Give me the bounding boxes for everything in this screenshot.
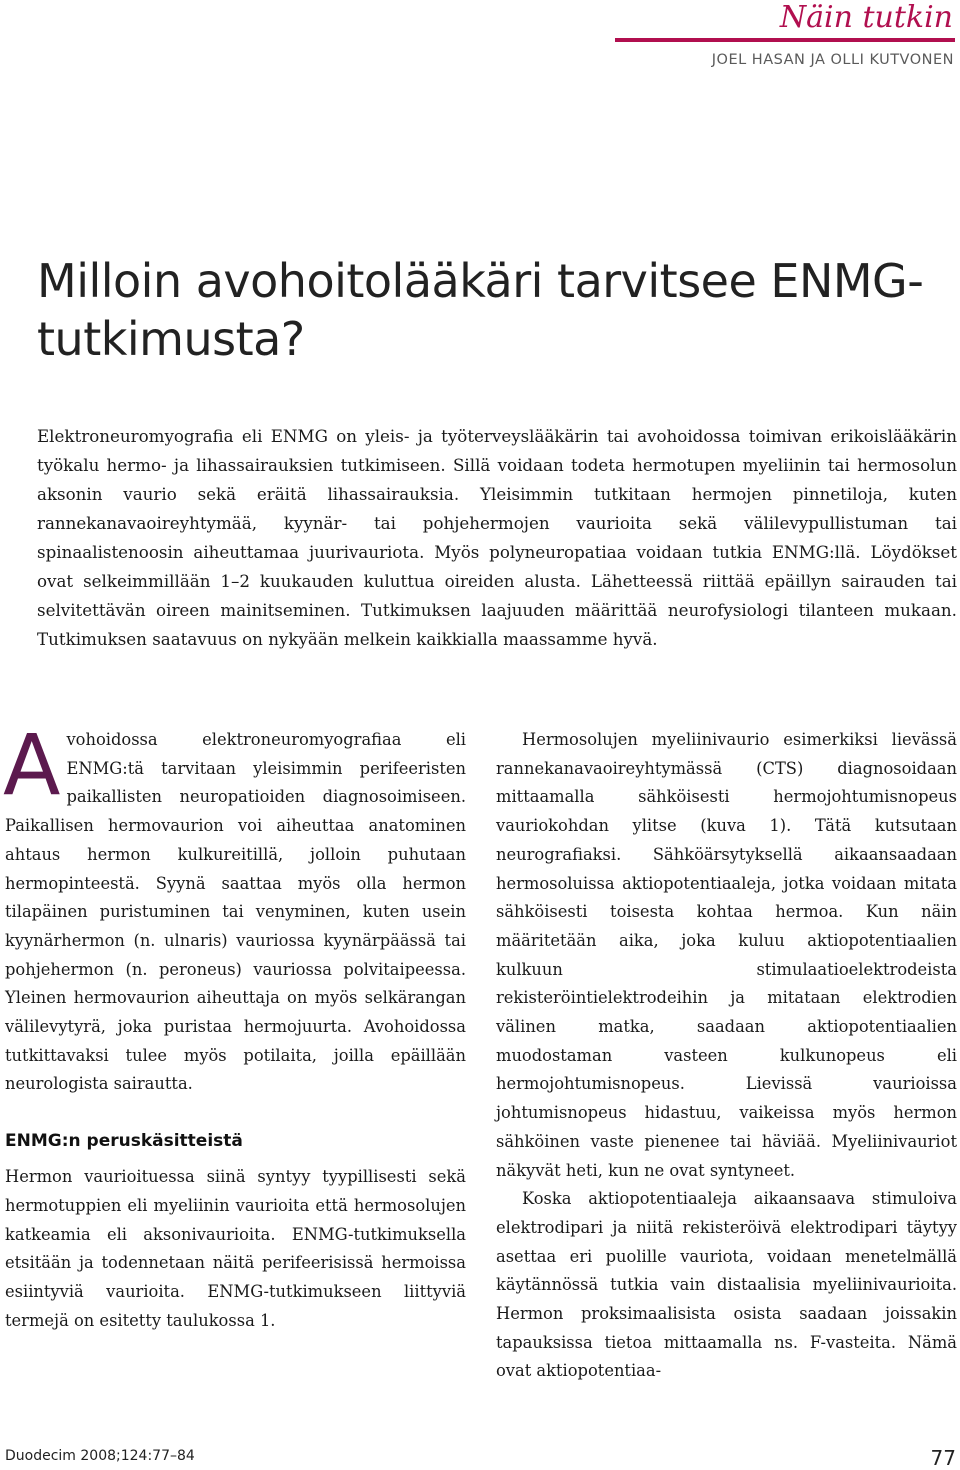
page-number: 77 xyxy=(930,1446,956,1470)
section-subheading: ENMG:n peruskäsitteistä xyxy=(5,1131,243,1152)
lead-paragraph: Elektroneuromyografia eli ENMG on yleis- ja työterveyslääkärin tai avohoidossa toimivan erikoislääkärin työkalu hermo- ja lihassairauksien tutkimiseen. Sillä voidaan todeta hermotupen myeliinin tai hermosolun aksonin vaurio sekä eräitä lihassairauksia. Yleisimmin tutkitaan hermojen pinnetiloja, kuten rannekanavaoireyhtymää, kyynär- tai pohjehermojen vaurioita sekä välilevypullistuman tai spinaalistenoosin aiheuttamaa juurivauriota. Myös polyneuropatiaa voidaan tutkia ENMG:llä. Löydökset ovat selkeimmillään 1–2 kuukauden kuluttua oireiden alusta. Lähetteessä riittää epäillyn sairauden tai selvitettävän oireen mainitseminen. Tutkimuksen laajuuden määrittää neurofysiologi tilanteen mukaan. Tutkimuksen saatavuus on nykyään melkein kaikkialla maassamme hyvä. xyxy=(37,426,957,649)
header-accent-rule xyxy=(615,38,955,42)
intro-paragraph-text: vohoidossa elektroneuromyografiaa eli ENMG:tä tarvitaan yleisimmin perifeeristen paikallisten neuropatioiden diagnosoimiseen. Paikallisen hermovaurion voi aiheuttaa anatominen ahtaus hermon kulkureitillä, jolloin puhutaan hermopinteestä. Syynä saattaa myös olla hermon tilapäinen puristuminen tai venyminen, kuten usein kyynärhermon (n. ulnaris) vauriossa kyynärpäässä tai pohjehermon (n. peroneus) vauriossa polvitaipeessa. Yleinen hermovaurion aiheuttaja on myös selkärangan välilevytyrä, joka puristaa hermojuurta. Avohoidossa tutkittavaksi tulee myös potilaita, joilla epäillään neurologista sairautta. xyxy=(5,730,466,1094)
spacer xyxy=(5,1155,466,1163)
intro-paragraph xyxy=(3,716,466,1099)
drop-cap: A xyxy=(3,716,61,814)
basics-paragraph: Hermon vaurioituessa siinä syntyy tyypillisesti sekä hermotuppien eli myeliinin vaurioita että hermosolujen katkeamia eli aksonivaurioita. ENMG-tutkimuksella etsitään ja todennetaan näitä perifeerisissä hermoissa esiintyviä vaurioita. ENMG-tutkimukseen liittyviä termejä on esitetty taulukossa 1. xyxy=(5,1167,466,1330)
article-title: Milloin avohoitolääkäri tarvitsee ENMG-tutkimusta? xyxy=(37,254,924,366)
section-header xyxy=(615,0,955,68)
spacer xyxy=(5,1099,466,1127)
right-column xyxy=(496,726,957,1386)
article-authors: JOEL HASAN JA OLLI KUTVONEN xyxy=(711,52,954,68)
stimulation-paragraph: Koska aktiopotentiaaleja aikaansaava stimuloiva elektrodipari ja niitä rekisteröivä elektrodipari täytyy asettaa eri puolille vauriota, voidaan menetelmällä käytännössä tutkia vain distaalisia myeliinivaurioita. Hermon proksimaalisista osista saadaan joissakin tapauksissa tietoa mittaamalla ns. F-vasteita. Nämä ovat aktiopotentiaa- xyxy=(496,1189,957,1381)
myelin-paragraph: Hermosolujen myeliinivaurio esimerkiksi lievässä rannekanavaoireyhtymässä (CTS) diagnosoidaan mittaamalla sähköisesti hermojohtumisnopeus vauriokohdan ylitse (kuva 1). Tätä kutsutaan neurografiaksi. Sähköärsytyksellä aikaansaadaan hermosoluissa aktiopotentiaaleja, jotka voidaan mitata sähköisesti toisesta kohtaa hermoa. Kun näin määritetään aika, joka kuluu aktiopotentiaalien kulkuun stimulaatioelektrodeista rekisteröintielektrodeihin ja mitataan elektrodien välinen matka, saadaan aktiopotentiaalien muodostaman vasteen kulkunopeus eli hermojohtumisnopeus. Lievissä vaurioissa johtumisnopeus hidastuu, vaikeissa myös hermon sähköinen vaste pienenee tai häviää. Myeliinivauriot näkyvät heti, kun ne ovat syntyneet. xyxy=(496,730,957,1180)
section-title: Näin tutkin xyxy=(779,0,953,35)
left-column xyxy=(3,716,466,1335)
journal-citation: Duodecim 2008;124:77–84 xyxy=(5,1448,195,1464)
article-lead xyxy=(37,422,957,654)
